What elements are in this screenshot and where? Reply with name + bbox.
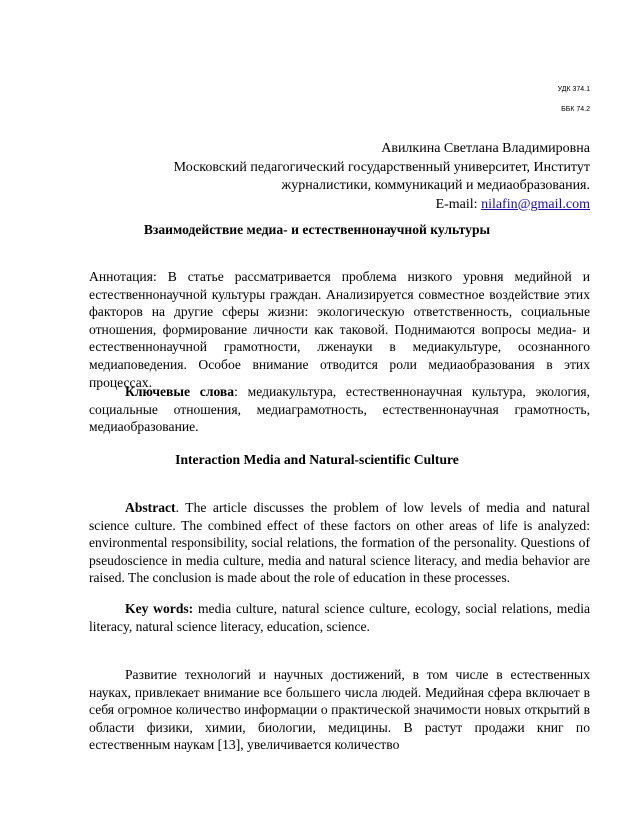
keywords-ru-text: : медиакультура, естественнонаучная культура, экология, социальные отношения, медиаграмотность, естественнонаучная грамотность, медиаобразование. <box>89 384 591 435</box>
email-label: E-mail: <box>435 196 482 212</box>
abstract-paragraph <box>89 499 590 587</box>
author-email-line <box>120 196 590 215</box>
author-affiliation-line2: журналистики, коммуникаций и медиаобразования. <box>281 178 590 193</box>
keywords-ru-paragraph <box>89 383 590 436</box>
author-affiliation-line1: Московский педагогический государственный университет, Институт <box>173 159 590 175</box>
annotation-paragraph <box>89 268 590 391</box>
email-link[interactable]: nilafin@gmail.com <box>481 196 590 212</box>
author-block <box>120 140 590 214</box>
keywords-en-text: media culture, natural science culture, ecology, social relations, media literacy, natural science literacy, education, science. <box>89 601 591 634</box>
author-name: Авилкина Светлана Владимировна <box>381 141 590 156</box>
annotation-text: : В статье рассматривается проблема низкого уровня медийной и естественнонаучной культуры граждан. Анализируется совместное воздействие этих факторов на другие сферы жизни: экологическую ответственность, социальные отношения, формирование личности как таковой. Поднимаются вопросы медиа- и естественнонаучной грамотности, лженауки в медиакультуре, осознанного медиаповедения. Особое внимание отводится роли медиаобразования в этих процессах. <box>89 269 590 390</box>
title-ru: Взаимодействие медиа- и естественнонаучной культуры <box>143 222 491 237</box>
bbk-code: ББК 74.2 <box>561 106 590 113</box>
keywords-en-label: Key words: <box>125 601 194 616</box>
annotation-label: Аннотация <box>89 269 153 284</box>
title-en: Interaction Media and Natural-scientific Culture <box>175 452 459 467</box>
udk-code: УДК 374.1 <box>557 86 590 93</box>
abstract-label: Abstract <box>125 500 176 515</box>
body-paragraph: Развитие технологий и научных достижений, в том числе в естественных науках, привлекает внимание все большего числа людей. Медийная сфера включает в себя огромное количество информации о практической значимости новых открытий в области физики, химии, биологии, медицины. В растут продажи книг по естественным наукам [13], увеличивается количество <box>89 667 590 753</box>
keywords-ru-label: Ключевые слова <box>125 384 235 399</box>
keywords-en-paragraph <box>89 600 590 635</box>
abstract-text: . The article discusses the problem of low levels of media and natural science culture. The combined effect of these factors on other areas of life is analyzed: environmental responsibility, social relations, the formation of the personality. Questions of pseudoscience in media culture, media and natural science literacy, and media behavior are raised. The conclusion is made about the role of education in these processes. <box>89 500 590 586</box>
